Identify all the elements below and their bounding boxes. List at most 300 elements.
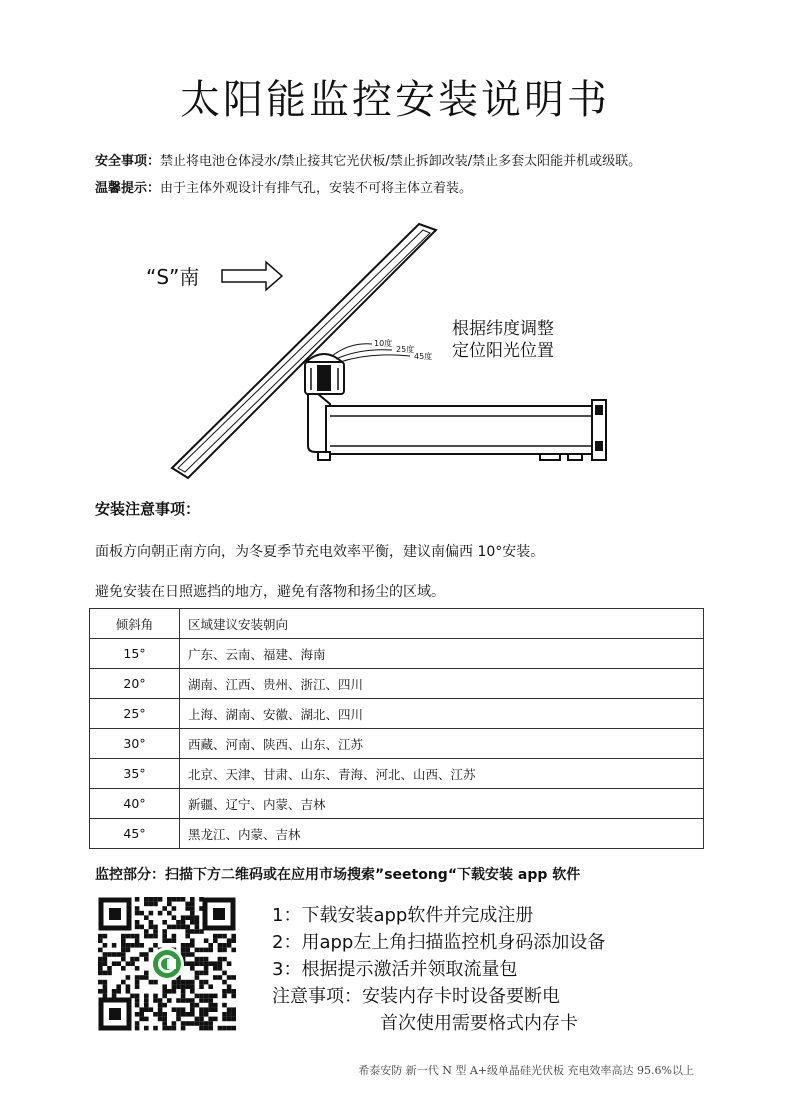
table-header-regions: 区域建议安装朝向 bbox=[180, 609, 704, 639]
install-para-location: 避免安装在日照遮挡的地方，避免有落物和扬尘的区域。 bbox=[95, 584, 445, 600]
qr-module bbox=[222, 1012, 227, 1017]
qr-module bbox=[208, 948, 213, 953]
qr-module bbox=[103, 971, 108, 976]
qr-module bbox=[167, 989, 172, 994]
qr-module bbox=[231, 934, 236, 939]
angle-45: 45度 bbox=[414, 352, 433, 361]
qr-module bbox=[135, 934, 140, 939]
qr-module bbox=[162, 1003, 167, 1008]
table-header-angle: 倾斜角 bbox=[90, 609, 180, 639]
qr-module bbox=[227, 1007, 232, 1012]
qr-module bbox=[135, 938, 140, 943]
qr-module bbox=[144, 929, 149, 934]
qr-module bbox=[213, 938, 218, 943]
safety-notice bbox=[95, 150, 641, 169]
qr-module bbox=[144, 952, 149, 957]
qr-module bbox=[208, 984, 213, 989]
qr-module bbox=[213, 961, 218, 966]
qr-module bbox=[204, 938, 209, 943]
table-row bbox=[90, 819, 704, 849]
qr-module bbox=[162, 984, 167, 989]
qr-module bbox=[199, 957, 204, 962]
qr-module bbox=[107, 971, 112, 976]
qr-module bbox=[176, 984, 181, 989]
qr-module bbox=[153, 934, 158, 939]
qr-module bbox=[149, 911, 154, 916]
qr-module bbox=[199, 1026, 204, 1031]
qr-module bbox=[199, 971, 204, 976]
qr-module bbox=[213, 934, 218, 939]
qr-module bbox=[190, 1007, 195, 1012]
step-3: 3：根据提示激活并领取流量包 bbox=[272, 959, 518, 980]
qr-module bbox=[195, 961, 200, 966]
qr-module bbox=[190, 1021, 195, 1026]
diagram-note-2: 定位阳光位置 bbox=[452, 341, 554, 361]
qr-module bbox=[162, 1017, 167, 1022]
qr-module bbox=[158, 1012, 163, 1017]
qr-module bbox=[126, 989, 131, 994]
qr-module bbox=[199, 980, 204, 985]
qr-module bbox=[158, 1007, 163, 1012]
tilt-angle-table bbox=[89, 608, 704, 849]
qr-module bbox=[162, 938, 167, 943]
qr-module bbox=[218, 957, 223, 962]
table-row bbox=[90, 789, 704, 819]
footer-note: 希泰安防 新一代 N 型 A+级单晶硅光伏板 充电效率高达 95.6%以上 bbox=[358, 1064, 694, 1077]
qr-module bbox=[116, 952, 121, 957]
qr-module bbox=[213, 1003, 218, 1008]
qr-module bbox=[162, 989, 167, 994]
qr-module bbox=[162, 920, 167, 925]
qr-module bbox=[103, 961, 108, 966]
qr-module bbox=[139, 1007, 144, 1012]
qr-module bbox=[121, 957, 126, 962]
qr-module bbox=[231, 1012, 236, 1017]
qr-module bbox=[190, 952, 195, 957]
qr-module bbox=[153, 994, 158, 999]
qr-module bbox=[176, 998, 181, 1003]
table-cell-angle: 30° bbox=[90, 729, 180, 759]
qr-module bbox=[172, 938, 177, 943]
qr-module bbox=[172, 915, 177, 920]
qr-module bbox=[135, 925, 140, 930]
qr-module bbox=[98, 980, 103, 985]
qr-module bbox=[158, 1017, 163, 1022]
qr-module bbox=[162, 1012, 167, 1017]
qr-module bbox=[222, 971, 227, 976]
qr-code[interactable] bbox=[98, 897, 236, 1031]
qr-module bbox=[149, 902, 154, 907]
qr-module bbox=[222, 989, 227, 994]
table-row bbox=[90, 759, 704, 789]
qr-module bbox=[121, 948, 126, 953]
qr-module bbox=[167, 911, 172, 916]
qr-module bbox=[121, 980, 126, 985]
tip-text: 由于主体外观设计有排气孔，安装不可将主体立着装。 bbox=[160, 181, 473, 196]
qr-module bbox=[121, 938, 126, 943]
qr-module bbox=[190, 938, 195, 943]
qr-module bbox=[190, 915, 195, 920]
qr-module bbox=[204, 1012, 209, 1017]
qr-module bbox=[190, 920, 195, 925]
qr-module bbox=[195, 929, 200, 934]
qr-module bbox=[158, 1003, 163, 1008]
qr-module bbox=[231, 989, 236, 994]
qr-module bbox=[181, 1026, 186, 1031]
qr-module bbox=[135, 1021, 140, 1026]
qr-module bbox=[144, 975, 149, 980]
qr-module bbox=[185, 906, 190, 911]
qr-module bbox=[185, 952, 190, 957]
qr-module bbox=[218, 948, 223, 953]
table-cell-regions: 北京、天津、甘肃、山东、青海、河北、山西、江苏 bbox=[180, 759, 704, 789]
qr-module bbox=[181, 1012, 186, 1017]
qr-module bbox=[103, 952, 108, 957]
qr-module bbox=[190, 906, 195, 911]
step-note-continued: 首次使用需要格式内存卡 bbox=[380, 1013, 578, 1034]
qr-module bbox=[208, 1021, 213, 1026]
qr-module bbox=[199, 961, 204, 966]
qr-module bbox=[98, 948, 103, 953]
qr-module bbox=[162, 934, 167, 939]
qr-module bbox=[144, 902, 149, 907]
qr-module bbox=[162, 906, 167, 911]
qr-module bbox=[208, 961, 213, 966]
qr-module bbox=[135, 980, 140, 985]
qr-module bbox=[130, 934, 135, 939]
qr-module bbox=[139, 975, 144, 980]
qr-module bbox=[162, 1026, 167, 1031]
qr-module bbox=[172, 897, 177, 902]
qr-module bbox=[112, 952, 117, 957]
qr-module bbox=[135, 911, 140, 916]
qr-module bbox=[190, 966, 195, 971]
qr-module bbox=[139, 1017, 144, 1022]
qr-module bbox=[185, 980, 190, 985]
step-1: 1：下载安装app软件并完成注册 bbox=[272, 905, 534, 926]
qr-module bbox=[162, 929, 167, 934]
qr-module bbox=[107, 952, 112, 957]
qr-module bbox=[135, 897, 140, 902]
qr-module bbox=[126, 975, 131, 980]
qr-module bbox=[153, 1012, 158, 1017]
qr-module bbox=[213, 1007, 218, 1012]
qr-module bbox=[126, 943, 131, 948]
table-cell-regions: 上海、湖南、安徽、湖北、四川 bbox=[180, 699, 704, 729]
qr-module bbox=[190, 984, 195, 989]
qr-module bbox=[176, 1017, 181, 1022]
qr-module bbox=[185, 984, 190, 989]
qr-module bbox=[213, 975, 218, 980]
qr-module bbox=[167, 938, 172, 943]
qr-module bbox=[126, 984, 131, 989]
qr-module bbox=[153, 943, 158, 948]
qr-module bbox=[181, 920, 186, 925]
qr-module bbox=[190, 1003, 195, 1008]
qr-module bbox=[181, 943, 186, 948]
qr-module bbox=[172, 989, 177, 994]
qr-module bbox=[167, 902, 172, 907]
qr-module bbox=[181, 984, 186, 989]
qr-module bbox=[185, 998, 190, 1003]
qr-module bbox=[149, 934, 154, 939]
south-arrow-icon bbox=[222, 262, 282, 290]
qr-module bbox=[222, 948, 227, 953]
qr-module bbox=[195, 925, 200, 930]
qr-module bbox=[195, 920, 200, 925]
table-cell-regions: 新疆、辽宁、内蒙、吉林 bbox=[180, 789, 704, 819]
qr-module bbox=[208, 1003, 213, 1008]
qr-module bbox=[172, 934, 177, 939]
table-cell-regions: 黑龙江、内蒙、吉林 bbox=[180, 819, 704, 849]
qr-module bbox=[185, 1012, 190, 1017]
qr-module bbox=[185, 925, 190, 930]
angle-10: 10度 bbox=[374, 339, 393, 348]
qr-module bbox=[149, 1007, 154, 1012]
qr-module bbox=[185, 915, 190, 920]
qr-module bbox=[204, 1007, 209, 1012]
qr-module bbox=[172, 1026, 177, 1031]
table-row bbox=[90, 669, 704, 699]
qr-module bbox=[181, 1007, 186, 1012]
step-note: 注意事项：安装内存卡时设备要断电 bbox=[272, 986, 560, 1007]
qr-module bbox=[199, 998, 204, 1003]
qr-module bbox=[185, 1021, 190, 1026]
table-cell-regions: 西藏、河南、陕西、山东、江苏 bbox=[180, 729, 704, 759]
qr-module bbox=[222, 1017, 227, 1022]
qr-module bbox=[190, 998, 195, 1003]
table-cell-angle: 45° bbox=[90, 819, 180, 849]
tip-notice bbox=[95, 177, 472, 196]
monitor-heading: 监控部分：扫描下方二维码或在应用市场搜索”seetong“下载安装 app 软件 bbox=[95, 867, 581, 883]
qr-module bbox=[227, 943, 232, 948]
qr-module bbox=[98, 957, 103, 962]
qr-module bbox=[227, 975, 232, 980]
qr-module bbox=[149, 980, 154, 985]
qr-module bbox=[213, 994, 218, 999]
table-header-row bbox=[90, 609, 704, 639]
qr-module bbox=[231, 1017, 236, 1022]
table-cell-regions: 广东、云南、福建、海南 bbox=[180, 639, 704, 669]
qr-module bbox=[135, 994, 140, 999]
mount-joint bbox=[305, 354, 344, 394]
qr-module bbox=[185, 934, 190, 939]
diagram-note-1: 根据纬度调整 bbox=[452, 319, 554, 339]
qr-module bbox=[172, 906, 177, 911]
qr-module bbox=[116, 984, 121, 989]
qr-module bbox=[167, 998, 172, 1003]
qr-module bbox=[195, 971, 200, 976]
qr-module bbox=[185, 943, 190, 948]
qr-module bbox=[153, 925, 158, 930]
qr-module bbox=[172, 984, 177, 989]
qr-module bbox=[135, 975, 140, 980]
qr-module bbox=[195, 994, 200, 999]
qr-module bbox=[116, 989, 121, 994]
qr-module bbox=[181, 915, 186, 920]
qr-module bbox=[130, 943, 135, 948]
qr-module bbox=[190, 897, 195, 902]
qr-module bbox=[181, 1021, 186, 1026]
table-cell-angle: 20° bbox=[90, 669, 180, 699]
qr-module bbox=[204, 961, 209, 966]
qr-module bbox=[144, 1017, 149, 1022]
qr-module bbox=[231, 975, 236, 980]
qr-module bbox=[204, 1026, 209, 1031]
qr-module bbox=[190, 1012, 195, 1017]
qr-module bbox=[227, 984, 232, 989]
qr-module bbox=[144, 1007, 149, 1012]
table-cell-regions: 湖南、江西、贵州、浙江、四川 bbox=[180, 669, 704, 699]
qr-module bbox=[227, 1026, 232, 1031]
qr-module bbox=[167, 925, 172, 930]
safety-text: 禁止将电池仓体浸水/禁止接其它光伏板/禁止拆卸改装/禁止多套太阳能并机或级联。 bbox=[160, 154, 642, 169]
qr-module bbox=[153, 1026, 158, 1031]
qr-module bbox=[204, 966, 209, 971]
qr-module bbox=[98, 938, 103, 943]
qr-module bbox=[139, 943, 144, 948]
qr-module bbox=[181, 980, 186, 985]
qr-module bbox=[149, 925, 154, 930]
qr-module bbox=[208, 994, 213, 999]
qr-module bbox=[199, 1017, 204, 1022]
qr-module bbox=[144, 957, 149, 962]
qr-module bbox=[227, 1012, 232, 1017]
qr-module bbox=[153, 902, 158, 907]
qr-module bbox=[103, 957, 108, 962]
qr-module bbox=[103, 934, 108, 939]
qr-module bbox=[139, 925, 144, 930]
qr-module bbox=[121, 966, 126, 971]
setup-steps bbox=[272, 902, 605, 1037]
qr-module bbox=[135, 1003, 140, 1008]
qr-module bbox=[121, 934, 126, 939]
qr-module bbox=[204, 971, 209, 976]
qr-module bbox=[176, 925, 181, 930]
qr-module bbox=[204, 998, 209, 1003]
installation-diagram bbox=[0, 210, 790, 490]
qr-module bbox=[103, 984, 108, 989]
qr-module bbox=[218, 975, 223, 980]
qr-module bbox=[222, 994, 227, 999]
qr-module bbox=[199, 994, 204, 999]
qr-module bbox=[195, 1003, 200, 1008]
qr-module bbox=[222, 957, 227, 962]
qr-module bbox=[208, 1017, 213, 1022]
qr-module bbox=[98, 971, 103, 976]
qr-module bbox=[181, 897, 186, 902]
qr-module bbox=[231, 1007, 236, 1012]
qr-module bbox=[231, 1026, 236, 1031]
qr-module bbox=[144, 897, 149, 902]
qr-module bbox=[218, 943, 223, 948]
table-row bbox=[90, 699, 704, 729]
qr-module bbox=[204, 948, 209, 953]
qr-module bbox=[204, 1021, 209, 1026]
qr-module bbox=[103, 989, 108, 994]
qr-module bbox=[135, 906, 140, 911]
qr-module bbox=[112, 943, 117, 948]
qr-module bbox=[222, 934, 227, 939]
qr-module bbox=[213, 1017, 218, 1022]
qr-module bbox=[218, 1026, 223, 1031]
qr-module bbox=[199, 948, 204, 953]
qr-module bbox=[185, 929, 190, 934]
qr-module bbox=[98, 961, 103, 966]
qr-module bbox=[121, 943, 126, 948]
qr-module bbox=[227, 938, 232, 943]
qr-module bbox=[190, 961, 195, 966]
qr-module bbox=[144, 934, 149, 939]
qr-module bbox=[135, 1012, 140, 1017]
qr-module bbox=[208, 1026, 213, 1031]
qr-module bbox=[130, 957, 135, 962]
qr-module bbox=[204, 980, 209, 985]
qr-module bbox=[149, 897, 154, 902]
qr-module bbox=[195, 975, 200, 980]
qr-module bbox=[190, 929, 195, 934]
table-cell-angle: 15° bbox=[90, 639, 180, 669]
qr-module bbox=[135, 966, 140, 971]
qr-module bbox=[135, 920, 140, 925]
angle-25: 25度 bbox=[396, 345, 415, 354]
qr-module bbox=[227, 1017, 232, 1022]
qr-module bbox=[208, 998, 213, 1003]
qr-module bbox=[98, 989, 103, 994]
qr-module bbox=[158, 897, 163, 902]
qr-module bbox=[185, 948, 190, 953]
qr-module bbox=[222, 943, 227, 948]
qr-module bbox=[172, 1007, 177, 1012]
qr-module bbox=[121, 952, 126, 957]
qr-module bbox=[190, 943, 195, 948]
qr-module bbox=[195, 957, 200, 962]
qr-module bbox=[116, 961, 121, 966]
qr-module bbox=[195, 1021, 200, 1026]
qr-module bbox=[149, 920, 154, 925]
qr-module bbox=[204, 957, 209, 962]
qr-module bbox=[144, 1026, 149, 1031]
qr-module bbox=[204, 994, 209, 999]
qr-module bbox=[222, 1003, 227, 1008]
qr-module bbox=[176, 1012, 181, 1017]
qr-module bbox=[98, 934, 103, 939]
qr-module bbox=[218, 961, 223, 966]
qr-module bbox=[135, 957, 140, 962]
page-title: 太阳能监控安装说明书 bbox=[180, 77, 610, 123]
qr-module bbox=[176, 920, 181, 925]
qr-module bbox=[135, 998, 140, 1003]
qr-module bbox=[158, 998, 163, 1003]
qr-module bbox=[144, 998, 149, 1003]
qr-module bbox=[181, 989, 186, 994]
qr-module bbox=[139, 911, 144, 916]
qr-module bbox=[153, 897, 158, 902]
qr-module bbox=[213, 966, 218, 971]
qr-module bbox=[195, 915, 200, 920]
qr-module bbox=[139, 952, 144, 957]
qr-module bbox=[144, 1003, 149, 1008]
qr-module bbox=[231, 994, 236, 999]
qr-module bbox=[176, 897, 181, 902]
qr-module bbox=[144, 971, 149, 976]
qr-module bbox=[199, 1012, 204, 1017]
qr-module bbox=[199, 1021, 204, 1026]
install-heading: 安装注意事项： bbox=[95, 500, 201, 518]
qr-module bbox=[172, 1021, 177, 1026]
qr-module bbox=[144, 915, 149, 920]
step-2: 2：用app左上角扫描监控机身码添加设备 bbox=[272, 932, 606, 953]
